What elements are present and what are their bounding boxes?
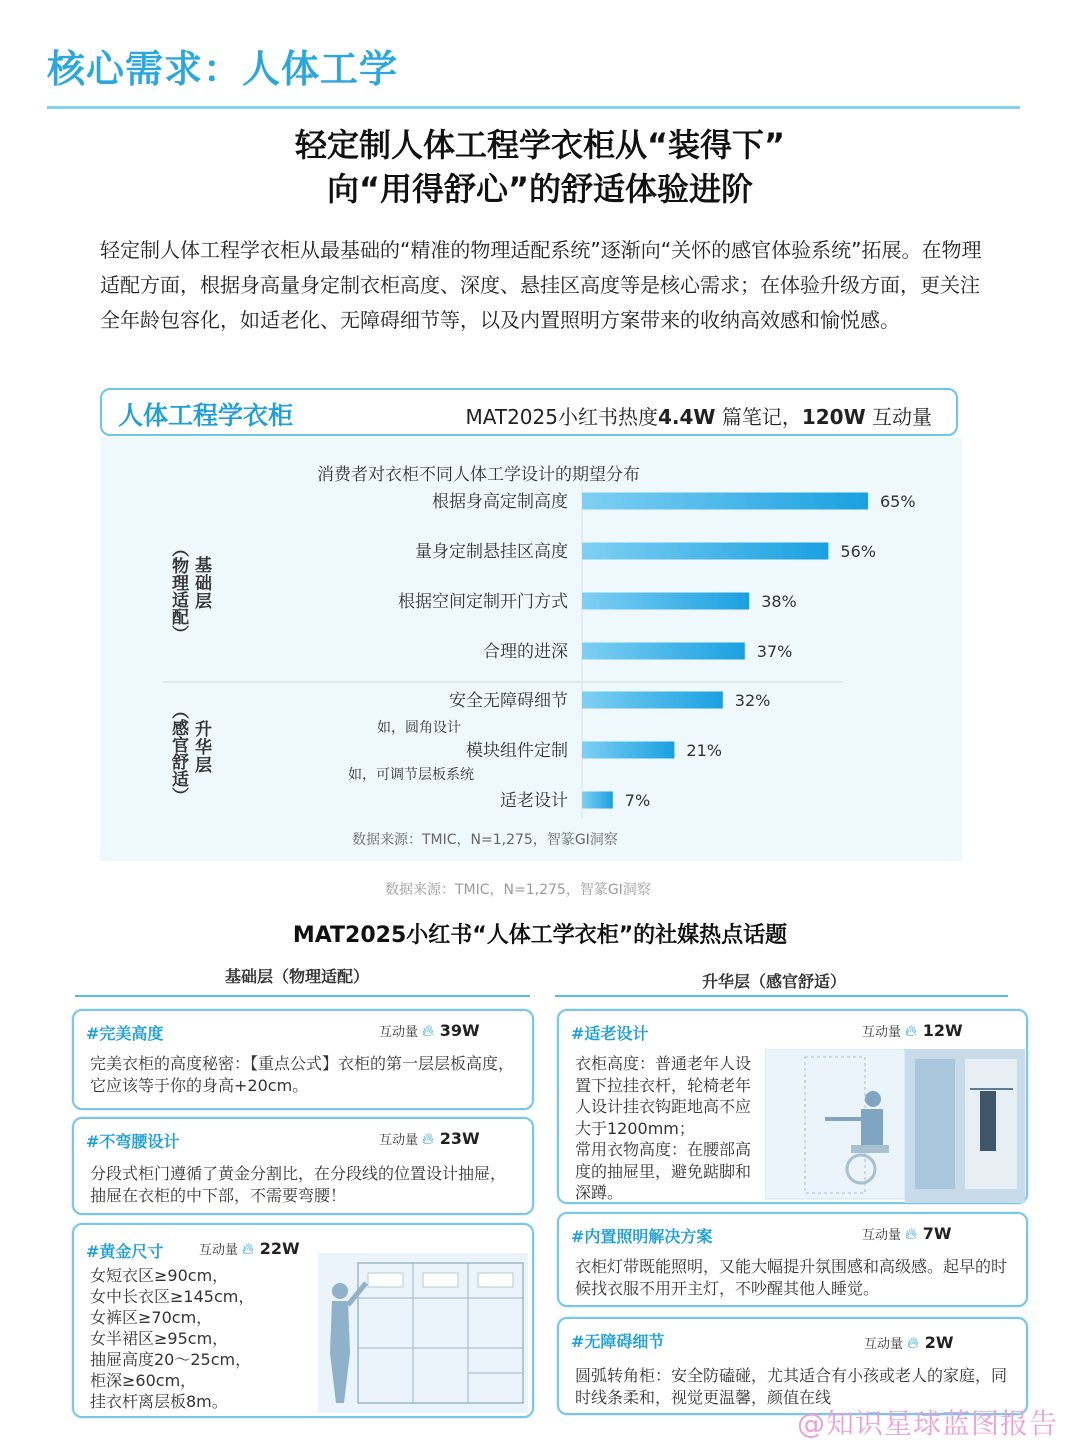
topic-tag: #黄金尺寸 (86, 1242, 164, 1261)
topic-tag: #适老设计 (571, 1024, 649, 1043)
category-note: 如，可调节层板系统 (348, 767, 474, 783)
engagement-value: 23W (439, 1129, 480, 1148)
bar (582, 643, 745, 660)
value-label: 32% (734, 691, 771, 710)
topic-tag: #无障碍细节 (571, 1332, 665, 1351)
text-line: 衣柜高度：普通老年人设 (575, 1054, 752, 1073)
category-label: 合理的进深 (483, 642, 568, 662)
flame-icon: 🔥︎ (422, 1129, 434, 1148)
chart-header-label: 人体工程学衣柜 (118, 401, 294, 430)
category-label: 安全无障碍细节 (449, 691, 568, 711)
size-line: 女短衣区≥90cm， (90, 1266, 229, 1285)
stat-suffix: 互动量 (865, 405, 932, 429)
page-title: 核心需求：人体工学 (47, 47, 399, 91)
size-line: 女裤区≥70cm， (90, 1308, 213, 1327)
social-section-title: MAT2025小红书“人体工学衣柜”的社媒热点话题 (292, 923, 788, 948)
chart-source: 数据来源：TMIC，N=1,275，智篆GI洞察 (352, 832, 618, 848)
engagement (379, 1021, 480, 1041)
topic-card-lighting[interactable] (557, 1212, 1028, 1307)
bar (582, 742, 674, 759)
value-label: 56% (840, 542, 876, 561)
column-right-heading: 升华层（感官舒适） (702, 972, 847, 991)
size-line: 挂衣杆离层板8m。 (90, 1392, 228, 1411)
engagement-label: 互动量 (379, 1133, 419, 1148)
column-left-heading: 基础层（物理适配） (225, 967, 370, 986)
page-source: 数据来源：TMIC，N=1,275，智篆GI洞察 (385, 882, 651, 898)
value-label: 37% (756, 642, 793, 661)
engagement-label: 互动量 (379, 1025, 419, 1040)
group-name: 升华层 (191, 720, 211, 774)
value-label: 38% (761, 592, 797, 611)
topic-body: 衣柜灯带既能照明，又能大幅提升氛围感和高级感。起早的时候找衣服不用开主灯，不吵醒其他人睡觉。 (575, 1257, 1008, 1298)
flame-icon: 🔥︎ (905, 1224, 917, 1243)
engagement (864, 1333, 954, 1353)
engagement-value: 2W (924, 1333, 954, 1352)
group-name: 基础层 (191, 556, 211, 610)
engagement-label: 互动量 (862, 1228, 902, 1243)
engagement-value: 7W (922, 1224, 952, 1243)
group-subtitle: （物理适配） (168, 540, 188, 642)
engagement-value: 22W (259, 1239, 300, 1258)
headline-line-1: 轻定制人体工程学衣柜从“装得下” (294, 126, 786, 164)
topic-card-height[interactable] (72, 1009, 534, 1110)
category-label: 根据空间定制开门方式 (398, 592, 568, 612)
headline-line-2: 向“用得舒心”的舒适体验进阶 (326, 170, 754, 208)
text-line: 置下拉挂衣杆，轮椅老年 (575, 1075, 752, 1095)
wardrobe-dimension-diagram (318, 1253, 528, 1413)
topic-body (90, 1265, 254, 1412)
text-line: 深蹲。 (575, 1183, 624, 1202)
bar (582, 543, 828, 560)
engagement (199, 1239, 300, 1259)
topic-tag: #完美高度 (86, 1024, 164, 1043)
topic-body: 完美衣柜的高度秘密：【重点公式】衣柜的第一层层板高度，它应该等于你的身高+20cm。 (90, 1054, 515, 1095)
stat-prefix: MAT2025小红书热度 (465, 405, 658, 429)
stat-mid: 篇笔记， (715, 405, 802, 429)
bar (582, 692, 723, 709)
engagement (379, 1129, 480, 1149)
size-line: 抽屉高度20～25cm， (90, 1350, 252, 1369)
engagement-count: 120W (801, 405, 866, 429)
category-label: 根据身高定制高度 (432, 492, 568, 512)
value-label: 7% (624, 791, 651, 810)
bar (582, 792, 613, 809)
watermark: @知识星球蓝图报告 (796, 1407, 1058, 1440)
engagement-label: 互动量 (862, 1025, 902, 1040)
elderly-wardrobe-illustration (765, 1049, 1027, 1203)
size-line: 女中长衣区≥145cm， (90, 1287, 255, 1306)
size-line: 柜深≥60cm， (90, 1371, 197, 1390)
category-label: 模块组件定制 (466, 741, 568, 761)
topic-card-elderly[interactable] (557, 1009, 1028, 1204)
topic-body: 圆弧转角柜：安全防磕碰，尤其适合有小孩或老人的家庭，同时线条柔和，视觉更温馨，颜值在线 (575, 1366, 1008, 1407)
engagement-label: 互动量 (199, 1243, 239, 1258)
flame-icon: 🔥︎ (905, 1021, 917, 1040)
size-line: 女半裙区≥95cm， (90, 1329, 229, 1348)
topic-tag: #不弯腰设计 (86, 1132, 180, 1151)
topic-body: 分段式柜门遵循了黄金分割比，在分段线的位置设计抽屉，抽屉在衣柜的中下部，不需要弯腰！ (90, 1164, 507, 1205)
notes-count: 4.4W (657, 405, 716, 429)
intro-paragraph: 轻定制人体工程学衣柜从最基础的“精准的物理适配系统”逐渐向“关怀的感官体验系统”拓展。在物理适配方面，根据身高量身定制衣柜高度、深度、悬挂区高度等是核心需求；在体验升级方面，更关注全年龄包容化，如适老化、无障碍细节等，以及内置照明方案带来的收纳高效感和愉悦感。 (100, 238, 982, 332)
chart-title: 消费者对衣柜不同人体工学设计的期望分布 (317, 465, 640, 485)
text-line: 人设计挂衣钩距地高不应 (575, 1097, 752, 1116)
text-line: 常用衣物高度：在腰部高 (575, 1140, 752, 1159)
engagement (862, 1021, 963, 1041)
topic-card-nobend[interactable] (72, 1117, 534, 1215)
column-right-rule (555, 995, 1008, 997)
group-subtitle: （感官舒适） (168, 702, 188, 804)
text-line: 度的抽屉里，避免踮脚和 (575, 1161, 752, 1181)
engagement-value: 39W (439, 1021, 480, 1040)
engagement-label: 互动量 (864, 1337, 904, 1352)
bar (582, 493, 868, 510)
category-label: 适老设计 (500, 791, 568, 811)
topic-body (575, 1053, 751, 1204)
category-note: 如，圆角设计 (377, 720, 461, 736)
column-left-rule (75, 995, 530, 997)
text-line: 大于1200mm； (575, 1118, 695, 1138)
value-label: 65% (880, 492, 916, 511)
flame-icon: 🔥︎ (422, 1021, 434, 1040)
topic-card-barrierfree[interactable] (557, 1317, 1028, 1415)
category-label: 量身定制悬挂区高度 (415, 542, 568, 562)
topic-tag: #内置照明解决方案 (571, 1227, 713, 1246)
flame-icon: 🔥︎ (242, 1239, 254, 1258)
bar (582, 593, 749, 610)
engagement (862, 1224, 952, 1244)
value-label: 21% (686, 741, 722, 760)
engagement-value: 12W (922, 1021, 963, 1040)
flame-icon: 🔥︎ (907, 1333, 919, 1352)
topic-card-golden[interactable] (72, 1223, 534, 1418)
